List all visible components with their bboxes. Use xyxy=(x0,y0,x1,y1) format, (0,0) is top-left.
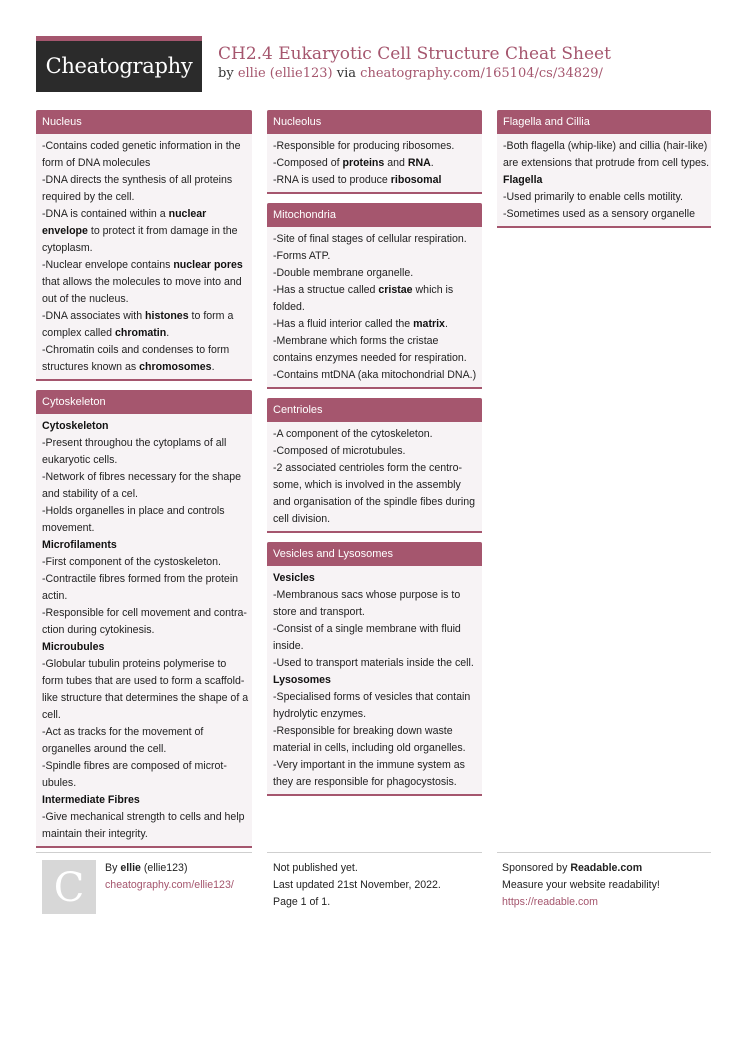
section-nucleus xyxy=(36,110,252,381)
section-flagella-cillia xyxy=(497,110,711,228)
text-line xyxy=(273,757,476,774)
text-line xyxy=(42,775,246,792)
text-line xyxy=(273,638,476,655)
text-line xyxy=(42,452,246,469)
bold-term: ribosomal xyxy=(390,174,442,186)
text-run: cell. xyxy=(42,709,61,721)
text-line xyxy=(42,223,246,240)
text-run: -Membranous sacs whose purpose is to xyxy=(273,589,461,601)
footer-author-name: ellie xyxy=(120,862,141,874)
publish-status: Not published yet. xyxy=(273,862,358,874)
text-line xyxy=(273,723,476,740)
section-title: Flagella and Cillia xyxy=(497,110,711,134)
text-run: -Holds organelles in place and controls xyxy=(42,505,225,517)
text-run: required by the cell. xyxy=(42,191,135,203)
text-run: -Chromatin coils and condenses to form xyxy=(42,344,230,356)
text-line xyxy=(42,656,246,673)
section-body xyxy=(36,134,252,379)
text-run: eukaryotic cells. xyxy=(42,454,118,466)
bold-term: nuclear pores xyxy=(173,259,243,271)
section-body xyxy=(267,227,482,387)
text-run: -Very important in the immune system as xyxy=(273,759,465,771)
text-line xyxy=(273,460,476,477)
text-run: . xyxy=(211,361,215,373)
text-run: -Contains coded genetic information in the xyxy=(42,140,241,152)
sheet-url-link[interactable]: cheatography.com/165104/cs/34829/ xyxy=(360,66,603,81)
text-line xyxy=(42,308,246,325)
page-title: CH2.4 Eukaryotic Cell Structure Cheat Sheet xyxy=(218,44,611,64)
text-run: they are responsible for phagocystosis. xyxy=(273,776,457,788)
text-line xyxy=(42,724,246,741)
text-line xyxy=(503,206,705,223)
section-body xyxy=(36,414,252,846)
text-run: movement. xyxy=(42,522,95,534)
column-1 xyxy=(36,110,252,857)
text-run: hydrolytic enzymes. xyxy=(273,708,367,720)
text-line xyxy=(42,435,246,452)
text-run: -Contains mtDNA (aka mitochondrial DNA.) xyxy=(273,369,477,381)
text-line xyxy=(273,706,476,723)
text-run: -Has a structue called xyxy=(273,284,379,296)
text-line xyxy=(42,503,246,520)
text-run: which is xyxy=(412,284,454,296)
text-line xyxy=(42,554,246,571)
sponsor-line xyxy=(502,860,642,877)
subheading xyxy=(503,172,705,189)
bold-term: matrix xyxy=(413,318,445,330)
text-line xyxy=(42,206,246,223)
text-run: -Double membrane organelle. xyxy=(273,267,414,279)
text-line xyxy=(42,520,246,537)
text-line xyxy=(42,571,246,588)
text-line xyxy=(273,138,476,155)
text-line xyxy=(42,240,246,257)
text-line xyxy=(42,826,246,843)
text-line xyxy=(273,621,476,638)
text-run: form of DNA molecules xyxy=(42,157,151,169)
text-run: Intermediate Fibres xyxy=(42,794,140,806)
text-run: and stability of a cel. xyxy=(42,488,138,500)
text-run: . xyxy=(430,157,434,169)
text-run: . xyxy=(444,318,448,330)
column-3 xyxy=(497,110,711,237)
text-run: organelles around the cell. xyxy=(42,743,167,755)
text-run: folded. xyxy=(273,301,305,313)
text-run: -Act as tracks for the movement of xyxy=(42,726,204,738)
text-line xyxy=(273,172,476,189)
text-run: Lysosomes xyxy=(273,674,331,686)
bold-term: envelope xyxy=(42,225,88,237)
text-line xyxy=(273,604,476,621)
text-run: -Responsible for producing ribosomes. xyxy=(273,140,455,152)
text-run: and organisation of the spindle fibes during xyxy=(273,496,476,508)
text-run: Microubules xyxy=(42,641,105,653)
text-run: Vesicles xyxy=(273,572,315,584)
text-run: -Globular tubulin proteins polymerise to xyxy=(42,658,227,670)
byline-via: via xyxy=(336,66,357,81)
text-line xyxy=(42,257,246,274)
text-run: -Present throughou the cytoplams of all xyxy=(42,437,227,449)
text-line xyxy=(273,265,476,282)
text-line xyxy=(42,359,246,376)
sponsor-tagline: Measure your website readability! xyxy=(502,879,660,891)
text-run: -DNA directs the synthesis of all proteins xyxy=(42,174,233,186)
text-line xyxy=(273,477,476,494)
text-line xyxy=(42,172,246,189)
sponsor-name: Readable.com xyxy=(570,862,643,874)
text-run: . xyxy=(166,327,170,339)
bold-term: RNA xyxy=(407,157,431,169)
text-line xyxy=(503,155,710,172)
text-run: -Network of fibres necessary for the shape xyxy=(42,471,242,483)
text-run: -Used primarily to enable cells motility. xyxy=(503,191,683,203)
footer-divider xyxy=(267,852,482,853)
text-line xyxy=(503,138,708,155)
text-line xyxy=(42,189,246,206)
section-centrioles xyxy=(267,398,482,533)
text-run: maintain their integrity. xyxy=(42,828,148,840)
footer-author-handle: (ellie123) xyxy=(143,862,188,874)
text-run: -Contractile fibres formed from the protein xyxy=(42,573,239,585)
text-run: -DNA is contained within a xyxy=(42,208,169,220)
text-line xyxy=(273,774,476,791)
author-url-link[interactable]: cheatography.com/ellie123/ xyxy=(105,879,234,891)
text-line xyxy=(273,511,476,528)
section-body xyxy=(497,134,711,226)
text-line xyxy=(273,282,476,299)
bold-term: proteins xyxy=(342,157,385,169)
text-run: contains enzymes needed for respiration. xyxy=(273,352,467,364)
text-line xyxy=(273,316,476,333)
text-run: that allows the molecules to move into and xyxy=(42,276,242,288)
text-run: -Both flagella (whip-like) and cillia (hair-like) xyxy=(503,140,708,152)
text-run: structures known as xyxy=(42,361,140,373)
text-run: -Responsible for breaking down waste xyxy=(273,725,453,737)
text-line xyxy=(42,605,246,622)
subheading xyxy=(273,672,476,689)
section-cytoskeleton xyxy=(36,390,252,848)
text-run: ction during cytokinesis. xyxy=(42,624,155,636)
footer-divider xyxy=(497,852,711,853)
text-run: -Has a fluid interior called the xyxy=(273,318,414,330)
section-nucleolus xyxy=(267,110,482,194)
section-body xyxy=(267,566,482,794)
text-run: -Site of final stages of cellular respiration. xyxy=(273,233,467,245)
page-number: Page 1 of 1. xyxy=(273,896,331,908)
text-line xyxy=(273,689,476,706)
logo-text: Cheatography xyxy=(45,54,193,78)
section-body xyxy=(267,134,482,192)
author-link[interactable]: ellie (ellie123) xyxy=(237,66,333,81)
text-line xyxy=(42,486,246,503)
bold-term: histones xyxy=(145,310,189,322)
text-line xyxy=(273,299,476,316)
text-run: store and transport. xyxy=(273,606,365,618)
text-line xyxy=(42,741,246,758)
footer-divider xyxy=(36,852,252,853)
text-run: -Forms ATP. xyxy=(273,250,331,262)
text-line xyxy=(273,494,476,511)
section-title: Cytoskeleton xyxy=(36,390,252,414)
text-line xyxy=(42,690,249,707)
text-line xyxy=(42,342,246,359)
byline-by: by xyxy=(218,66,234,81)
text-run: -DNA associates with xyxy=(42,310,146,322)
text-run: -First component of the cystoskeleton. xyxy=(42,556,221,568)
text-line xyxy=(42,138,246,155)
text-run: are extensions that protrude from cell types. xyxy=(503,157,710,169)
text-run: -2 associated centrioles form the centro- xyxy=(273,462,463,474)
text-run: some, which is involved in the assembly xyxy=(273,479,461,491)
text-run: cytoplasm. xyxy=(42,242,93,254)
text-line xyxy=(273,350,476,367)
section-body xyxy=(267,422,482,531)
text-run: -A component of the cytoskeleton. xyxy=(273,428,433,440)
text-line xyxy=(273,333,476,350)
text-run: -Used to transport materials inside the cell. xyxy=(273,657,474,669)
text-run: and xyxy=(384,157,408,169)
last-updated: Last updated 21st November, 2022. xyxy=(273,879,441,891)
text-run: to protect it from damage in the xyxy=(87,225,238,237)
cheatography-c-icon: C xyxy=(42,860,96,914)
bold-term: nuclear xyxy=(168,208,207,220)
footer-by: By xyxy=(105,862,118,874)
text-line xyxy=(273,655,476,672)
section-title: Mitochondria xyxy=(267,203,482,227)
text-run: -Composed of microtubules. xyxy=(273,445,406,457)
text-line xyxy=(42,274,246,291)
text-line xyxy=(42,325,246,342)
text-run: Microfilaments xyxy=(42,539,117,551)
bold-term: chromosomes xyxy=(139,361,212,373)
text-line xyxy=(273,443,476,460)
text-run: -Consist of a single membrane with fluid xyxy=(273,623,461,635)
text-run: like structure that determines the shape of a xyxy=(42,692,249,704)
text-line xyxy=(503,189,705,206)
text-run: -Composed of xyxy=(273,157,343,169)
text-run: -Membrane which forms the cristae xyxy=(273,335,439,347)
text-line xyxy=(42,758,246,775)
text-run: out of the nucleus. xyxy=(42,293,129,305)
text-line xyxy=(42,469,246,486)
section-vesicles-lysosomes xyxy=(267,542,482,796)
text-line xyxy=(42,707,246,724)
text-run: inside. xyxy=(273,640,304,652)
footer-author xyxy=(105,860,187,877)
sponsor-url-link[interactable]: https://readable.com xyxy=(502,896,598,908)
bold-term: chromatin xyxy=(115,327,167,339)
text-line xyxy=(273,231,476,248)
section-title: Centrioles xyxy=(267,398,482,422)
text-run: -Sometimes used as a sensory organelle xyxy=(503,208,695,220)
section-title: Vesicles and Lysosomes xyxy=(267,542,482,566)
text-line xyxy=(42,155,246,172)
text-run: ubules. xyxy=(42,777,77,789)
text-line xyxy=(273,740,476,757)
text-line xyxy=(42,588,246,605)
text-run: -Specialised forms of vesicles that contain xyxy=(273,691,471,703)
text-line xyxy=(273,426,476,443)
text-line xyxy=(42,622,246,639)
subheading xyxy=(42,792,246,809)
subheading xyxy=(42,639,246,656)
text-run: to form a xyxy=(188,310,234,322)
section-title: Nucleolus xyxy=(267,110,482,134)
text-run: cell division. xyxy=(273,513,331,525)
text-line xyxy=(273,155,476,172)
text-line xyxy=(42,291,246,308)
text-run: form tubes that are used to form a scaffold- xyxy=(42,675,245,687)
cheatography-logo[interactable] xyxy=(36,36,202,92)
text-run: actin. xyxy=(42,590,68,602)
byline xyxy=(218,66,603,81)
sponsor-url[interactable] xyxy=(502,894,598,911)
subheading xyxy=(42,418,246,435)
text-run: -Spindle fibres are composed of microt- xyxy=(42,760,227,772)
column-2 xyxy=(267,110,482,805)
text-run: -Nuclear envelope contains xyxy=(42,259,174,271)
text-run: -Responsible for cell movement and contra- xyxy=(42,607,247,619)
footer-author-url[interactable] xyxy=(105,877,234,894)
subheading xyxy=(42,537,246,554)
text-line xyxy=(273,367,476,384)
section-title: Nucleus xyxy=(36,110,252,134)
text-line xyxy=(273,587,476,604)
sponsored-prefix: Sponsored by xyxy=(502,862,568,874)
text-line xyxy=(42,809,246,826)
text-run: -Give mechanical strength to cells and help xyxy=(42,811,245,823)
text-run: -RNA is used to produce xyxy=(273,174,391,186)
text-run: Flagella xyxy=(503,174,543,186)
bold-term: cristae xyxy=(378,284,413,296)
section-mitochondria xyxy=(267,203,482,389)
text-run: complex called xyxy=(42,327,116,339)
text-line xyxy=(273,248,476,265)
text-run: material in cells, including old organelles. xyxy=(273,742,466,754)
text-run: Cytoskeleton xyxy=(42,420,109,432)
text-line xyxy=(42,673,246,690)
subheading xyxy=(273,570,476,587)
